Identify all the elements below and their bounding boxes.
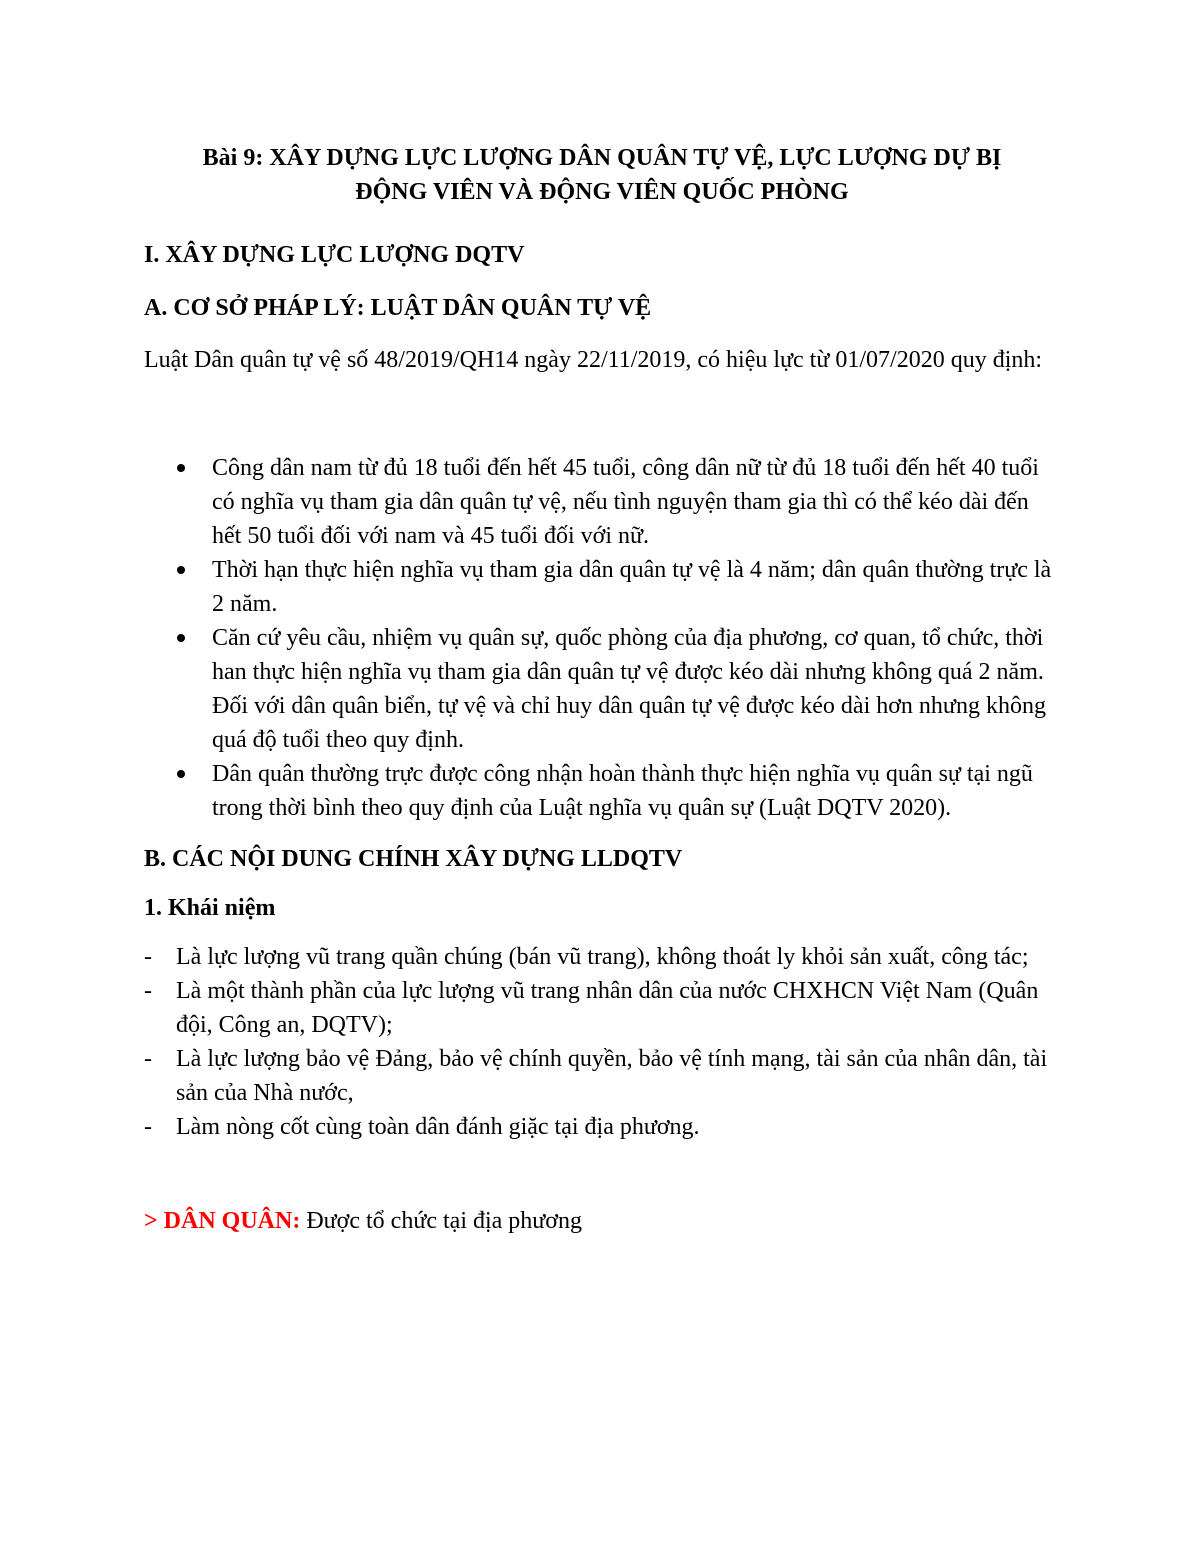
dash-text: Làm nòng cốt cùng toàn dân đánh giặc tại địa phương. [176, 1114, 700, 1140]
regulation-bullet-list [144, 451, 1060, 825]
bullet-item [144, 451, 1060, 553]
dash-item [144, 1042, 1060, 1110]
bullet-text: Thời hạn thực hiện nghĩa vụ tham gia dân quân tự vệ là 4 năm; dân quân thường trực là 2 năm. [212, 557, 1052, 617]
dash-item [144, 940, 1060, 974]
bullet-item [144, 553, 1060, 621]
dash-text: Là lực lượng vũ trang quần chúng (bán vũ trang), không thoát ly khỏi sản xuất, công tác; [176, 944, 1029, 970]
title-line-2: ĐỘNG VIÊN VÀ ĐỘNG VIÊN QUỐC PHÒNG [355, 179, 849, 205]
dash-marker: - [144, 1046, 152, 1072]
section-b-heading: B. CÁC NỘI DUNG CHÍNH XÂY DỰNG LLDQTV [144, 846, 683, 872]
title-line-1: Bài 9: XÂY DỰNG LỰC LƯỢNG DÂN QUÂN TỰ VỆ, LỰC LƯỢNG DỰ BỊ [202, 145, 1002, 171]
dash-marker: - [144, 1114, 152, 1140]
bullet-dot-icon [177, 770, 185, 778]
militia-note-label: > DÂN QUÂN: [144, 1208, 301, 1234]
intro-paragraph: Luật Dân quân tự vệ số 48/2019/QH14 ngày 22/11/2019, có hiệu lực từ 01/07/2020 quy định: [144, 347, 1043, 373]
document-title [144, 141, 1060, 209]
bullet-item [144, 621, 1060, 757]
section-a-heading: A. CƠ SỞ PHÁP LÝ: LUẬT DÂN QUÂN TỰ VỆ [144, 295, 652, 321]
bullet-dot-icon [177, 464, 185, 472]
bullet-text: Căn cứ yêu cầu, nhiệm vụ quân sự, quốc phòng của địa phương, cơ quan, tổ chức, thời han thực hiện nghĩa vụ tham gia dân quân tự vệ được kéo dài nhưng không quá 2 năm. Đối với dân quân biển, tự vệ và chỉ huy dân quân tự vệ được kéo dài hơn nhưng không quá độ tuổi theo quy định. [212, 625, 1046, 753]
bullet-dot-icon [177, 634, 185, 642]
dash-marker: - [144, 978, 152, 1004]
dash-text: Là lực lượng bảo vệ Đảng, bảo vệ chính quyền, bảo vệ tính mạng, tài sản của nhân dân, tài sản của Nhà nước, [176, 1046, 1048, 1106]
dash-item [144, 974, 1060, 1042]
concept-dash-list [144, 940, 1060, 1144]
dash-marker: - [144, 944, 152, 970]
bullet-item [144, 757, 1060, 825]
bullet-text: Dân quân thường trực được công nhận hoàn thành thực hiện nghĩa vụ quân sự tại ngũ trong thời bình theo quy định của Luật nghĩa vụ quân sự (Luật DQTV 2020). [212, 761, 1033, 821]
section-1-heading: I. XÂY DỰNG LỰC LƯỢNG DQTV [144, 242, 525, 268]
bullet-text: Công dân nam từ đủ 18 tuổi đến hết 45 tuổi, công dân nữ từ đủ 18 tuổi đến hết 40 tuổi có nghĩa vụ tham gia dân quân tự vệ, nếu tình nguyện tham gia thì có thể kéo dài đến hết 50 tuổi đối với nam và 45 tuổi đối với nữ. [212, 455, 1039, 549]
subsection-1-heading: 1. Khái niệm [144, 895, 276, 921]
militia-note-text: Được tổ chức tại địa phương [300, 1208, 582, 1234]
dash-item [144, 1110, 1060, 1144]
bullet-dot-icon [177, 566, 185, 574]
militia-note [144, 1204, 1060, 1238]
dash-text: Là một thành phần của lực lượng vũ trang nhân dân của nước CHXHCN Việt Nam (Quân đội, Công an, DQTV); [176, 978, 1039, 1038]
